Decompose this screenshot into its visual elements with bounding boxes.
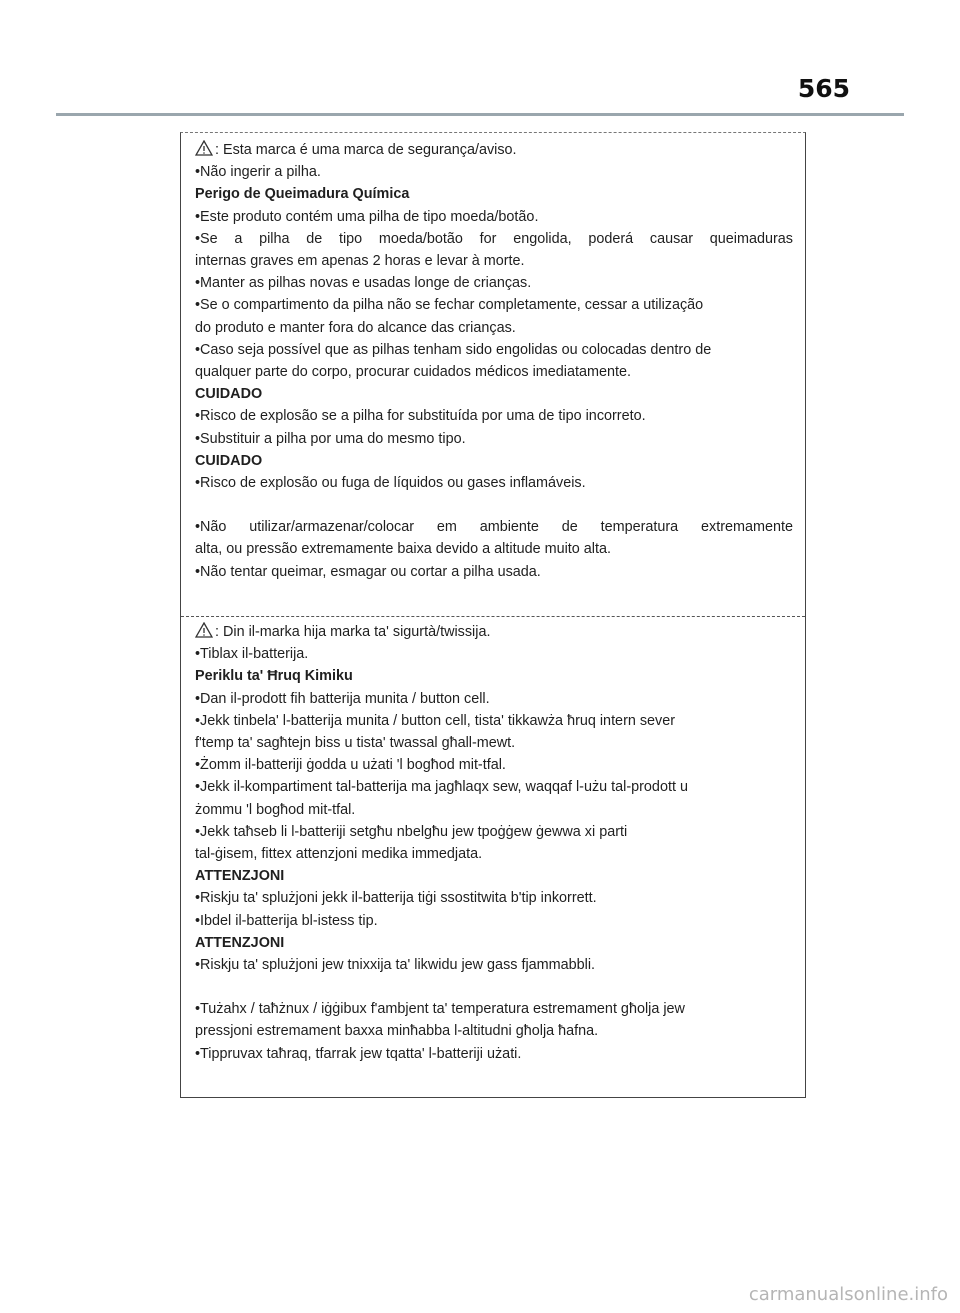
spacer [195,494,793,516]
text-line: żommu 'l bogħod mit-tfal. [195,801,356,818]
text-line: •Risco de explosão se a pilha for substituída por uma de tipo incorreto. [195,408,646,425]
section-heading: CUIDADO [195,386,263,403]
text-line: internas graves em apenas 2 horas e levar à morte. [195,253,525,269]
portuguese-section [195,139,793,583]
text-line: •Żomm il-batteriji ġodda u użati 'l bogħod mit-tfal. [195,757,506,774]
text-line: qualquer parte do corpo, procurar cuidados médicos imediatamente. [195,364,631,381]
text-line: •Dan il-prodott fih batterija munita / button cell. [195,690,490,707]
text-line: •Ibdel il-batterija bl-istess tip. [195,912,378,929]
warning-mark-line [195,621,793,643]
warning-mark-text: : Esta marca é uma marca de segurança/aviso. [215,142,517,158]
maltese-section [195,621,793,1065]
spacer [195,976,793,998]
page-number: 565 [797,74,850,103]
text-line: •Tiblax il-batterija. [195,646,309,663]
text-line: •Riskju ta' splużjoni jekk il-batterija tiġi ssostitwita b'tip inkorrett. [195,890,597,907]
text-line: •Tużahx / taħżnux / iġġibux f'ambjent ta' temperatura estremament għolja jew [195,1001,685,1018]
text-line: •Manter as pilhas novas e usadas longe de crianças. [195,275,532,292]
text-line: •Jekk tinbela' l-batterija munita / button cell, tista' tikkawża ħruq intern sever [195,712,676,729]
text-line: •Não ingerir a pilha. [195,164,321,181]
text-line: •Substituir a pilha por uma do mesmo tipo. [195,430,466,447]
section-heading: Perigo de Queimadura Química [195,186,410,203]
warning-triangle-icon [195,622,213,638]
section-heading: Periklu ta' Ħruq Kimiku [195,668,353,685]
text-line: •Caso seja possível que as pilhas tenham sido engolidas ou colocadas dentro de [195,341,712,358]
warning-triangle-icon [195,140,213,156]
section-heading: ATTENZJONI [195,934,285,951]
section-heading: ATTENZJONI [195,868,285,885]
text-line: f'temp ta' sagħtejn biss u tista' twassal għall-mewt. [195,735,516,752]
header-rule [56,113,904,116]
section-divider [181,616,805,617]
text-line: alta, ou pressão extremamente baixa devido a altitude muito alta. [195,541,611,558]
text-line: •Este produto contém uma pilha de tipo moeda/botão. [195,208,539,225]
text-line: tal-ġisem, fittex attenzjoni medika immedjata. [195,846,483,863]
maltese-lines [195,643,793,1065]
text-line: •Jekk il-kompartiment tal-batterija ma jagħlaqx sew, waqqaf l-użu tal-prodott u [195,779,688,796]
text-line: •Jekk taħseb li l-batteriji setgħu nbelgħu jew tpoġġew ġewwa xi parti [195,823,628,840]
battery-warning-box [180,132,806,1098]
text-line: do produto e manter fora do alcance das crianças. [195,319,516,336]
portuguese-lines [195,161,793,583]
text-line: •Tippruvax taħraq, tfarrak jew tqatta' l-batteriji użati. [195,1045,522,1062]
text-line: •Riskju ta' splużjoni jew tnixxija ta' likwidu jew gass fjammabbli. [195,957,596,974]
text-line: pressjoni estremament baxxa minħabba l-altitudni għolja ħafna. [195,1023,599,1040]
warning-mark-text: : Din il-marka hija marka ta' sigurtà/twissija. [215,624,491,640]
footer-watermark: carmanualsonline.info [748,1284,948,1305]
text-line: •Se a pilha de tipo moeda/botão for engolida, poderá causar queimaduras [195,230,793,247]
text-line: •Não utilizar/armazenar/colocar em ambiente de temperatura extremamente [195,519,793,536]
text-line: •Não tentar queimar, esmagar ou cortar a pilha usada. [195,563,541,580]
text-line: •Se o compartimento da pilha não se fechar completamente, cessar a utilização [195,297,704,314]
text-line: •Risco de explosão ou fuga de líquidos ou gases inflamáveis. [195,475,586,492]
section-heading: CUIDADO [195,452,263,469]
warning-mark-line [195,139,793,161]
